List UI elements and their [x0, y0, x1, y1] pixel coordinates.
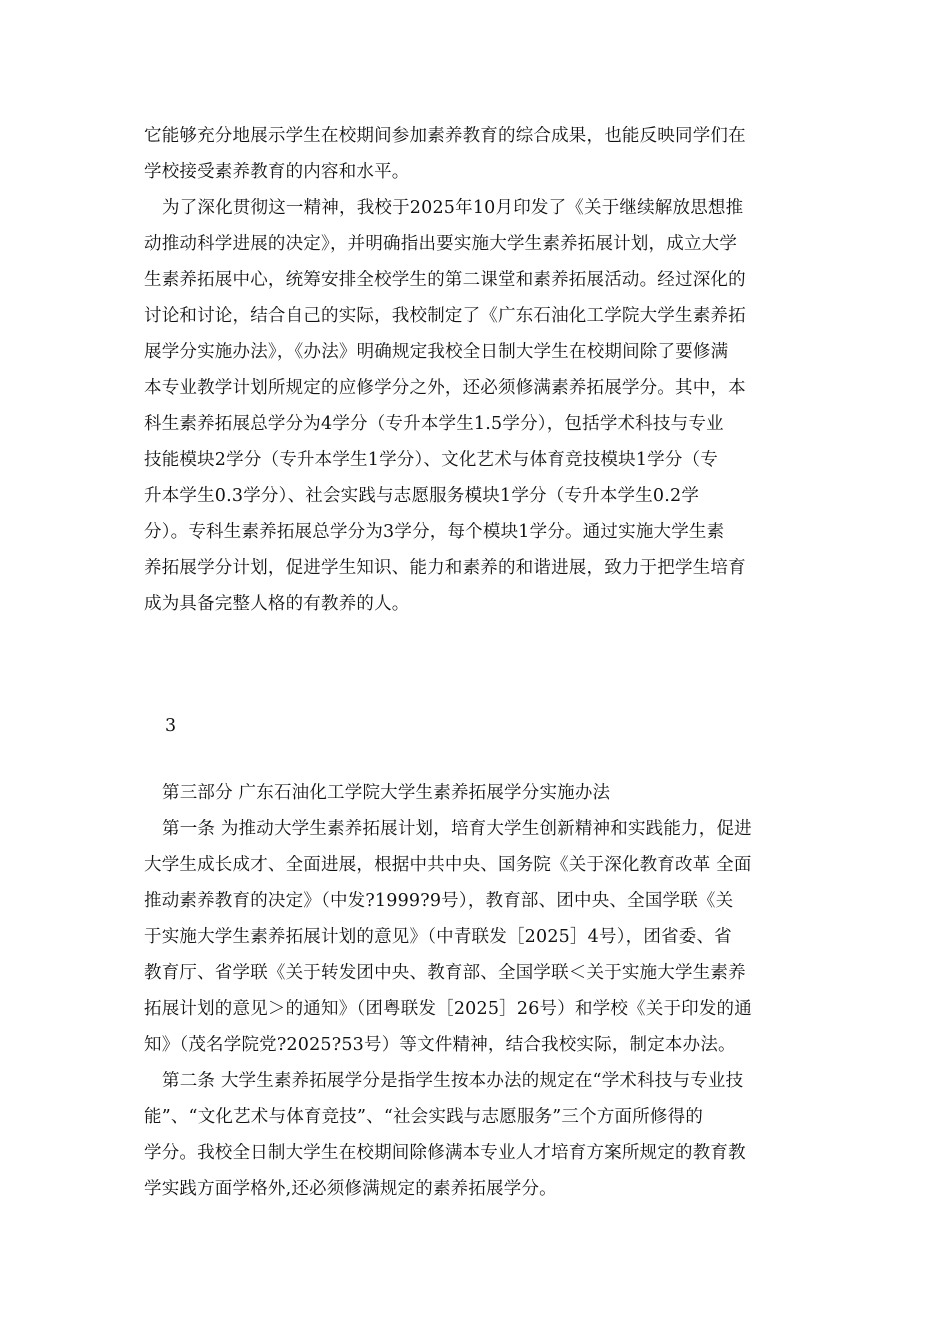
text-line: 教育厅、省学联《关于转发团中央、教育部、全国学联＜关于实施大学生素养 — [144, 963, 746, 983]
section-1-body — [144, 118, 804, 622]
text-line: 升本学生0.3学分）、社会实践与志愿服务模块1学分（专升本学生0.2学 — [144, 486, 700, 506]
text-line: 第一条 为推动大学生素养拓展计划，培育大学生创新精神和实践能力，促进 — [162, 819, 752, 839]
text-line: 学实践方面学格外,还必须修满规定的素养拓展学分。 — [144, 1179, 557, 1199]
text-line: 大学生成长成才、全面进展，根据中共中央、国务院《关于深化教育改革 全面 — [144, 855, 752, 875]
text-line: 分）。专科生素养拓展总学分为3学分，每个模块1学分。通过实施大学生素 — [144, 522, 725, 542]
text-line: 拓展计划的意见＞的通知》（团粤联发［2025］26号）和学校《关于印发的通 — [144, 999, 752, 1019]
text-line: 能”、“文化艺术与体育竞技”、“社会实践与志愿服务”三个方面所修得的 — [144, 1107, 704, 1127]
text-line: 科生素养拓展总学分为4学分（专升本学生1.5学分），包括学术科技与专业 — [144, 414, 724, 434]
text-line: 学分。我校全日制大学生在校期间除修满本专业人才培育方案所规定的教育教 — [144, 1143, 746, 1163]
text-line: 展学分实施办法》，《办法》明确规定我校全日制大学生在校期间除了要修满 — [144, 342, 729, 362]
text-line: 为了深化贯彻这一精神，我校于2025年10月印发了《关于继续解放思想推 — [162, 198, 744, 218]
text-line: 技能模块2学分（专升本学生1学分）、文化艺术与体育竞技模块1学分（专 — [144, 450, 718, 470]
text-line: 知》（茂名学院党?2025?53号）等文件精神，结合我校实际，制定本办法。 — [144, 1035, 736, 1055]
text-line: 它能够充分地展示学生在校期间参加素养教育的综合成果，也能反映同学们在 — [144, 126, 746, 146]
text-line: 本专业教学计划所规定的应修学分之外，还必须修满素养拓展学分。其中，本 — [144, 378, 746, 398]
section-heading: 第三部分 广东石油化工学院大学生素养拓展学分实施办法 — [162, 783, 611, 803]
text-line: 动推动科学进展的决定》，并明确指出要实施大学生素养拓展计划，成立大学 — [144, 234, 738, 254]
text-line: 学校接受素养教育的内容和水平。 — [144, 162, 410, 182]
text-line: 生素养拓展中心，统筹安排全校学生的第二课堂和素养拓展活动。经过深化的 — [144, 270, 746, 290]
text-line: 讨论和讨论，结合自己的实际，我校制定了《广东石油化工学院大学生素养拓 — [144, 306, 746, 326]
text-line: 养拓展学分计划，促进学生知识、能力和素养的和谐进展，致力于把学生培育 — [144, 558, 746, 578]
page-number: 3 — [165, 716, 177, 736]
text-line: 成为具备完整人格的有教养的人。 — [144, 594, 410, 614]
text-line: 推动素养教育的决定》（中发?1999?9号），教育部、团中央、全国学联《关 — [144, 891, 734, 911]
text-line: 第二条 大学生素养拓展学分是指学生按本办法的规定在“学术科技与专业技 — [162, 1071, 744, 1091]
text-line: 于实施大学生素养拓展计划的意见》（中青联发［2025］4号），团省委、省 — [144, 927, 732, 947]
section-2-body — [144, 775, 804, 1207]
